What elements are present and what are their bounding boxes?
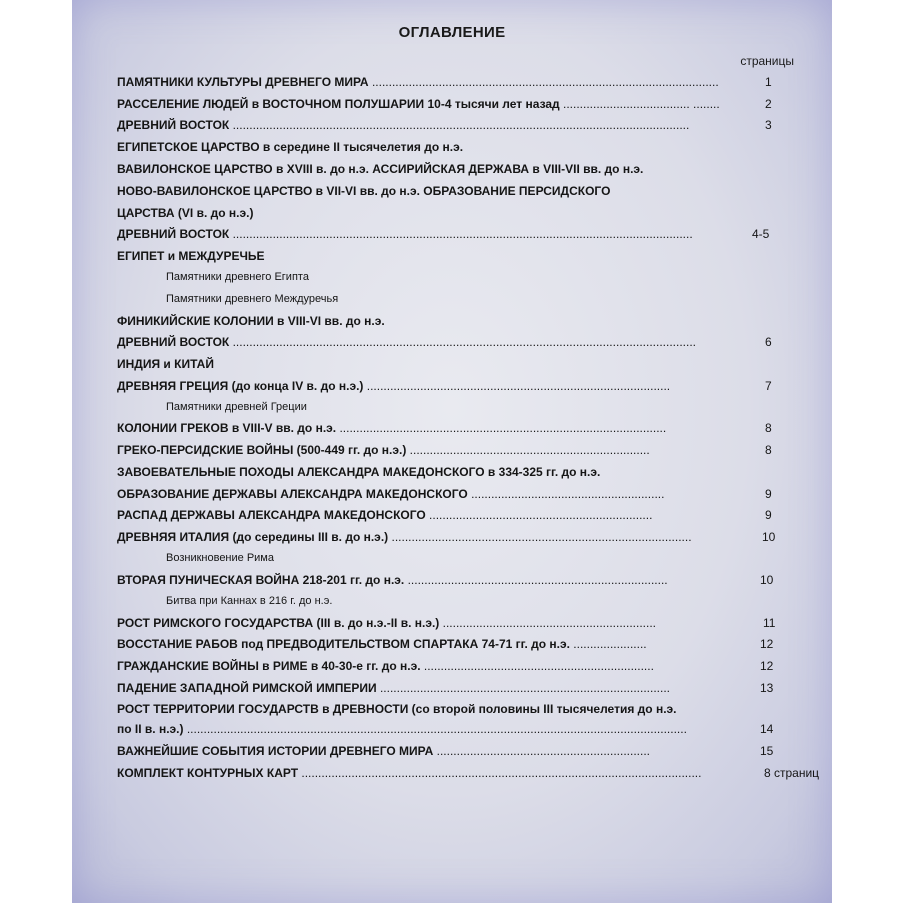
toc-entry-title: ИНДИЯ и КИТАЙ — [117, 357, 214, 371]
toc-leader-dots: ...................................... ........ — [559, 97, 720, 111]
toc-entry-title: ГРАЖДАНСКИЕ ВОЙНЫ в РИМЕ в 40-30-е гг. до н.э. — [117, 659, 421, 673]
toc-entry-title: ВАЖНЕЙШИЕ СОБЫТИЯ ИСТОРИИ ДРЕВНЕГО МИРА — [117, 744, 434, 758]
toc-entry — [117, 249, 265, 263]
toc-page-number: 13 — [760, 681, 774, 695]
toc-leader-dots: ........................................................................................... — [363, 379, 671, 393]
toc-leader-dots: .......................................................................................................................................... — [229, 227, 693, 241]
toc-entry — [117, 75, 719, 89]
toc-subentry — [166, 292, 338, 306]
toc-entry-title: Памятники древнего Египта — [166, 271, 309, 283]
toc-page-number: 10 — [760, 573, 774, 587]
toc-leader-dots: ...................... — [569, 637, 647, 651]
toc-entry — [117, 530, 692, 544]
toc-leader-dots: ....................................................................................... — [376, 681, 670, 695]
toc-page-number: 12 — [760, 659, 774, 673]
toc-entry — [117, 184, 610, 198]
toc-leader-dots: ................................................................... — [425, 508, 653, 522]
toc-entry-title: ЦАРСТВА (VI в. до н.э.) — [117, 206, 254, 220]
toc-leader-dots: .............................................................................. — [404, 573, 668, 587]
toc-page-number: 8 страниц — [764, 766, 820, 780]
page-sheet — [72, 0, 832, 903]
toc-entry-title: РОСТ ТЕРРИТОРИИ ГОСУДАРСТВ в ДРЕВНОСТИ (со второй половины III тысячелетия до н.э. — [117, 702, 677, 716]
toc-entry-title: ЕГИПЕТСКОЕ ЦАРСТВО в середине II тысячелетия до н.э. — [117, 140, 464, 154]
toc-entry — [117, 637, 647, 651]
toc-entry — [117, 702, 676, 716]
toc-entry-title: Памятники древней Греции — [166, 401, 307, 413]
toc-entry — [117, 314, 385, 328]
toc-entry-title: по II в. н.э.) — [117, 722, 184, 736]
toc-entry — [117, 140, 463, 154]
toc-subentry — [166, 270, 309, 284]
toc-page-number: 7 — [765, 379, 772, 393]
toc-subentry — [166, 400, 307, 414]
toc-leader-dots: ................................................................ — [439, 616, 657, 630]
pages-column-label: страницы — [740, 54, 794, 68]
toc-page-number: 10 — [762, 530, 776, 544]
toc-entry — [117, 465, 600, 479]
toc-page-number: 1 — [765, 75, 772, 89]
toc-entry-title: ФИНИКИЙСКИЕ КОЛОНИИ в VIII-VI вв. до н.э. — [117, 314, 385, 328]
toc-entry-title: ДРЕВНИЙ ВОСТОК — [117, 118, 230, 132]
toc-entry-title: Возникновение Рима — [166, 552, 274, 564]
toc-entry — [117, 206, 253, 220]
toc-entry-title: ДРЕВНЯЯ ИТАЛИЯ (до середины III в. до н.э.) — [117, 530, 389, 544]
toc-entry — [117, 379, 670, 393]
toc-entry — [117, 487, 664, 501]
toc-subentry — [166, 594, 332, 608]
toc-page-number: 4-5 — [752, 227, 770, 241]
toc-leader-dots: .................................................................................................. — [336, 421, 667, 435]
toc-leader-dots: ........................................................................ — [406, 443, 650, 457]
toc-page-number: 14 — [760, 722, 774, 736]
toc-entry-title: ОБРАЗОВАНИЕ ДЕРЖАВЫ АЛЕКСАНДРА МАКЕДОНСКОГО — [117, 487, 468, 501]
toc-leader-dots: ........................................................................................................................ — [298, 766, 702, 780]
toc-subentry — [166, 551, 274, 565]
toc-entry — [117, 573, 668, 587]
toc-entry — [117, 357, 214, 371]
toc-entry — [117, 722, 687, 736]
toc-leader-dots: ........................................................................................................................................... — [229, 335, 696, 349]
toc-entry-title: ЗАВОЕВАТЕЛЬНЫЕ ПОХОДЫ АЛЕКСАНДРА МАКЕДОНСКОГО в 334-325 гг. до н.э. — [117, 465, 601, 479]
toc-entry-title: РАССЕЛЕНИЕ ЛЮДЕЙ в ВОСТОЧНОМ ПОЛУШАРИИ 10-4 тысячи лет назад — [117, 97, 560, 111]
toc-entry — [117, 162, 643, 176]
toc-entry-title: НОВО-ВАВИЛОНСКОЕ ЦАРСТВО в VII-VI вв. до н.э. ОБРАЗОВАНИЕ ПЕРСИДСКОГО — [117, 184, 611, 198]
toc-leader-dots: ................................................................ — [433, 744, 650, 758]
toc-entry-title: ПАДЕНИЕ ЗАПАДНОЙ РИМСКОЙ ИМПЕРИИ — [117, 681, 377, 695]
toc-entry-title: РАСПАД ДЕРЖАВЫ АЛЕКСАНДРА МАКЕДОНСКОГО — [117, 508, 426, 522]
toc-entry — [117, 766, 701, 780]
toc-leader-dots: ..................................................................... — [420, 659, 654, 673]
toc-entry-title: КОЛОНИИ ГРЕКОВ в VIII-V вв. до н.э. — [117, 421, 337, 435]
toc-entry — [117, 616, 656, 630]
toc-leader-dots: ...................................................................................................................................................... — [183, 722, 687, 736]
toc-entry — [117, 443, 650, 457]
toc-entry-title: Памятники древнего Междуречья — [166, 293, 339, 305]
toc-entry-title: ДРЕВНИЙ ВОСТОК — [117, 335, 230, 349]
toc-page-number: 2 — [765, 97, 772, 111]
toc-page-number: 9 — [765, 508, 772, 522]
toc-entry — [117, 744, 650, 758]
toc-entry-title: ВОССТАНИЕ РАБОВ под ПРЕДВОДИТЕЛЬСТВОМ СПАРТАКА 74-71 гг. до н.э. — [117, 637, 570, 651]
toc-entry-title: КОМПЛЕКТ КОНТУРНЫХ КАРТ — [117, 766, 299, 780]
toc-entry-title: ДРЕВНЯЯ ГРЕЦИЯ (до конца IV в. до н.э.) — [117, 379, 364, 393]
toc-page-number: 12 — [760, 637, 774, 651]
toc-entry-title: РОСТ РИМСКОГО ГОСУДАРСТВА (III в. до н.э.-II в. н.э.) — [117, 616, 440, 630]
page-title: ОГЛАВЛЕНИЕ — [398, 24, 506, 41]
toc-leader-dots: .......................................................................................... — [388, 530, 692, 544]
toc-entry — [117, 118, 689, 132]
toc-entry — [117, 659, 654, 673]
toc-page-number: 15 — [760, 744, 774, 758]
toc-page-number: 6 — [765, 335, 772, 349]
toc-page-number: 8 — [765, 443, 772, 457]
toc-page-number: 11 — [763, 616, 776, 630]
toc-entry — [117, 421, 666, 435]
toc-page-number: 9 — [765, 487, 772, 501]
toc-entry — [117, 335, 696, 349]
toc-entry-title: ВАВИЛОНСКОЕ ЦАРСТВО в XVIII в. до н.э. АССИРИЙСКАЯ ДЕРЖАВА в VIII-VII вв. до н.э. — [117, 162, 644, 176]
toc-page-number: 3 — [765, 118, 772, 132]
toc-entry — [117, 227, 693, 241]
toc-entry — [117, 681, 670, 695]
toc-entry — [117, 97, 720, 111]
toc-entry-title: Битва при Каннах в 216 г. до н.э. — [166, 595, 333, 607]
toc-entry-title: ПАМЯТНИКИ КУЛЬТУРЫ ДРЕВНЕГО МИРА — [117, 75, 369, 89]
toc-entry-title: ДРЕВНИЙ ВОСТОК — [117, 227, 230, 241]
toc-entry-title: ВТОРАЯ ПУНИЧЕСКАЯ ВОЙНА 218-201 гг. до н.э. — [117, 573, 405, 587]
toc-leader-dots: .......................................................... — [467, 487, 665, 501]
toc-entry-title: ГРЕКО-ПЕРСИДСКИЕ ВОЙНЫ (500-449 гг. до н.э.) — [117, 443, 407, 457]
toc-leader-dots: ......................................................................................................................................... — [229, 118, 690, 132]
toc-entry — [117, 508, 652, 522]
toc-leader-dots: ........................................................................................................ — [368, 75, 719, 89]
toc-page-number: 8 — [765, 421, 772, 435]
toc-entry-title: ЕГИПЕТ и МЕЖДУРЕЧЬЕ — [117, 249, 265, 263]
